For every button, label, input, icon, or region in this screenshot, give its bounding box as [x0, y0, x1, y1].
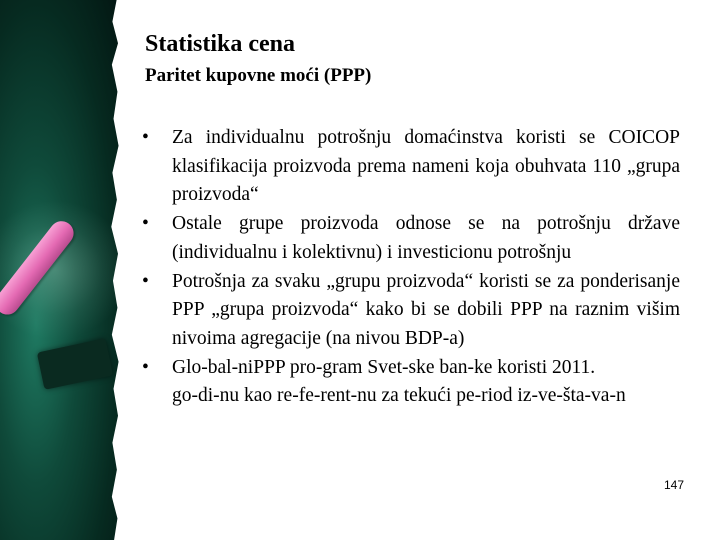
bullet-text: Ostale grupe proizvoda odnose se na potrošnju države (individualnu i kolektivnu) i investicionu potrošnju	[172, 213, 680, 263]
bullet-item	[140, 268, 680, 354]
bullet-marker: •	[142, 213, 149, 235]
bullet-item	[140, 124, 680, 210]
bullet-text: Za individualnu potrošnju domaćinstva koristi se COICOP klasifikacija proizvoda prema nameni koja obuhvata 110 „grupa proizvoda“	[172, 127, 680, 206]
slide-subtitle: Paritet kupovne moći (PPP)	[145, 65, 372, 86]
bullet-marker: •	[142, 127, 149, 148]
bullet-marker: •	[142, 270, 149, 292]
bullet-list	[140, 124, 680, 411]
slide-title: Statistika cena	[145, 31, 295, 57]
page-number: 147	[663, 478, 684, 492]
bullet-text: Potrošnja za svaku „grupu proizvoda“ koristi se za ponderisanje PPP „grupa proizvoda“ kako bi se dobili PPP na raznim višim nivoima agregacije (na nivou BDP-a)	[172, 270, 680, 349]
chalkboard-decoration	[0, 0, 120, 540]
bullet-marker: •	[142, 356, 149, 378]
eraser-image	[37, 338, 113, 390]
bullet-text-line1: Glo-bal-niPPP pro-gram Svet-ske ban-ke koristi 2011.	[172, 356, 596, 378]
bullet-text-line2: go-di-nu kao re-fe-rent-nu za tekući pe-riod iz-ve-šta-va-n	[172, 385, 626, 407]
bullet-item	[140, 210, 680, 267]
bullet-item	[140, 354, 720, 411]
